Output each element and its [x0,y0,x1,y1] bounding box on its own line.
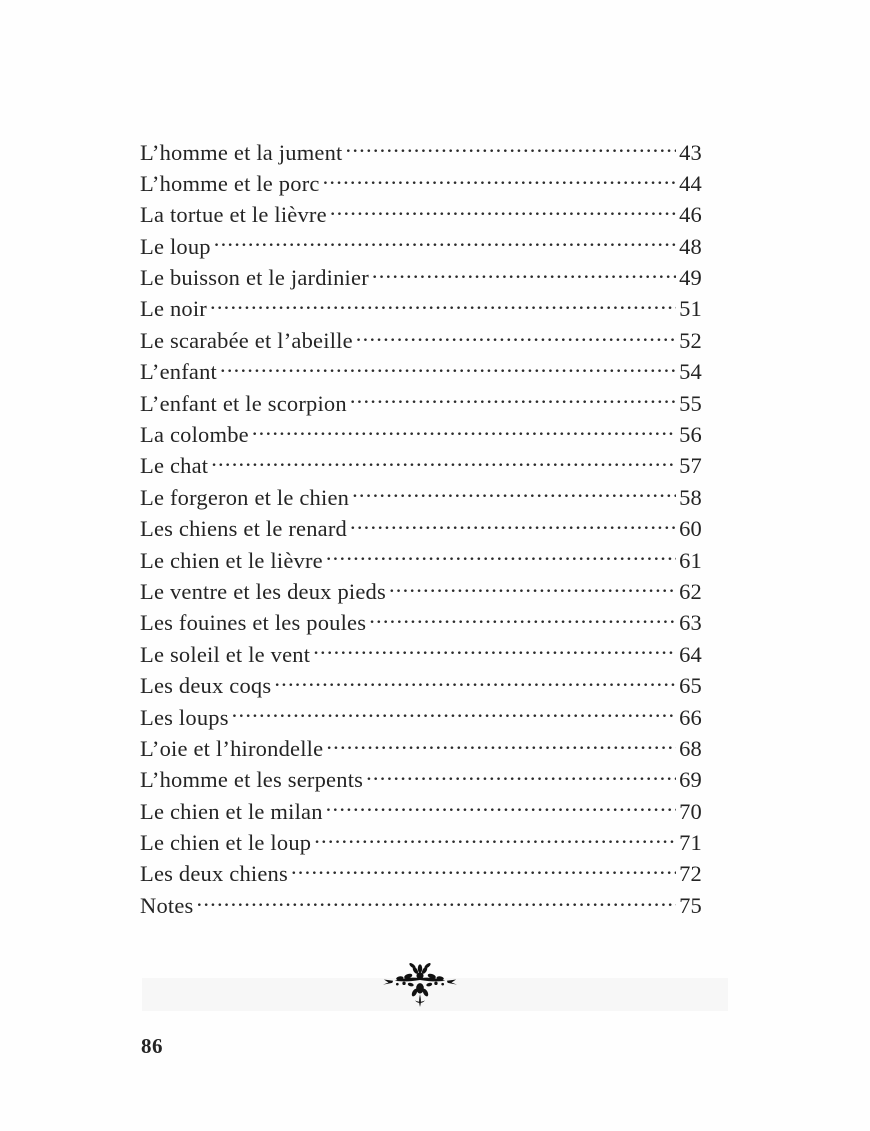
toc-entry-page: 60 [679,516,702,542]
toc-entry [140,263,702,294]
toc-entry-title: L’homme et la jument [140,139,343,165]
toc-entry [140,890,702,921]
dot-leader [369,608,676,631]
toc-entry-page: 69 [679,767,702,793]
dot-leader [274,671,676,694]
toc-entry-title: Le forgeron et le chien [140,484,350,510]
toc-entry-title: Le chat [140,453,209,479]
toc-entry-page: 44 [679,170,702,196]
toc-entry [140,796,702,827]
toc-entry-page: 70 [679,798,702,824]
toc-entry-title: La tortue et le lièvre [140,202,327,228]
fleuron-ornament [378,958,462,1012]
dot-leader [356,325,676,348]
toc-entry-page: 46 [679,202,702,228]
toc-list [140,137,702,922]
toc-entry [140,733,702,764]
toc-entry [140,388,702,419]
toc-entry-title: Les deux coqs [140,673,272,699]
dot-leader [220,357,676,380]
toc-entry-title: Le chien et le loup [140,830,312,856]
toc-entry-title: Notes [140,892,194,918]
toc-entry-page: 49 [679,265,702,291]
toc-entry-page: 75 [679,892,702,918]
dot-leader [211,451,676,474]
toc-entry [140,294,702,325]
toc-entry-title: Les chiens et le renard [140,516,348,542]
toc-entry-page: 54 [679,359,702,385]
table-of-contents [140,137,702,922]
toc-entry [140,451,702,482]
toc-entry [140,608,702,639]
dot-leader [350,514,676,537]
toc-entry-page: 65 [679,673,702,699]
toc-entry-title: La colombe [140,422,249,448]
toc-entry [140,639,702,670]
toc-entry-page: 64 [679,641,702,667]
toc-entry-page: 57 [679,453,702,479]
toc-entry-title: Le noir [140,296,207,322]
toc-entry [140,828,702,859]
toc-entry [140,231,702,262]
toc-entry-title: Le scarabée et l’abeille [140,327,353,353]
toc-entry-title: L’enfant [140,359,217,385]
toc-entry [140,168,702,199]
fleuron-icon [378,958,462,1012]
toc-entry [140,576,702,607]
toc-entry-title: Le ventre et les deux pieds [140,578,386,604]
dot-leader [366,765,676,788]
toc-entry-title: Le buisson et le jardinier [140,265,369,291]
toc-entry-title: L’enfant et le scorpion [140,390,347,416]
toc-entry [140,545,702,576]
toc-entry [140,514,702,545]
toc-entry-page: 51 [679,296,702,322]
dot-leader [197,890,677,913]
dot-leader [326,796,676,819]
toc-entry-page: 66 [679,704,702,730]
dot-leader [323,168,676,191]
toc-entry-page: 55 [679,390,702,416]
dot-leader [291,859,676,882]
toc-entry-title: Les deux chiens [140,861,288,887]
toc-entry-title: Le chien et le milan [140,798,323,824]
toc-entry-title: L’oie et l’hirondelle [140,735,324,761]
toc-entry-title: Les fouines et les poules [140,610,367,636]
dot-leader [314,828,676,851]
toc-entry-title: Le soleil et le vent [140,641,311,667]
toc-entry-title: Le chien et le lièvre [140,547,323,573]
toc-entry [140,357,702,388]
dot-leader [326,545,676,568]
dot-leader [313,639,676,662]
dot-leader [330,200,676,223]
toc-entry [140,482,702,513]
dot-leader [214,231,676,254]
dot-leader [346,137,676,160]
toc-entry-page: 58 [679,484,702,510]
toc-entry-page: 61 [679,547,702,573]
toc-entry [140,137,702,168]
toc-entry-page: 48 [679,233,702,259]
dot-leader [350,388,676,411]
dot-leader [372,263,676,286]
toc-entry [140,420,702,451]
toc-entry-page: 43 [679,139,702,165]
toc-entry [140,200,702,231]
dot-leader [210,294,676,317]
toc-entry [140,325,702,356]
toc-entry [140,671,702,702]
dot-leader [232,702,676,725]
toc-entry-page: 71 [679,830,702,856]
toc-entry-page: 63 [679,610,702,636]
toc-entry [140,702,702,733]
dot-leader [389,576,676,599]
page-number: 86 [141,1034,163,1058]
toc-entry-title: L’homme et le porc [140,170,320,196]
toc-entry-page: 72 [679,861,702,887]
toc-entry-title: Le loup [140,233,211,259]
dot-leader [352,482,676,505]
toc-entry-title: Les loups [140,704,229,730]
toc-entry-page: 68 [679,735,702,761]
dot-leader [252,420,676,443]
toc-entry [140,859,702,890]
toc-entry-page: 56 [679,422,702,448]
toc-entry-page: 52 [679,327,702,353]
toc-entry-page: 62 [679,578,702,604]
dot-leader [326,733,676,756]
toc-entry [140,765,702,796]
toc-entry-title: L’homme et les serpents [140,767,364,793]
